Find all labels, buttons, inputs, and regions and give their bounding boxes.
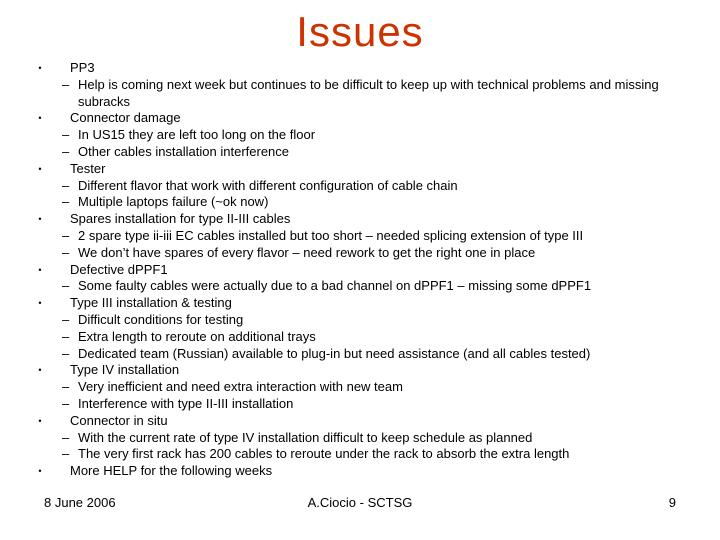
bullet-icon: • [38,415,42,426]
sub-item-text: Some faulty cables were actually due to a bad channel on dPPF1 – missing some dPPF1 [78,278,592,294]
sub-item-text: Dedicated team (Russian) available to plug-in but need assistance (and all cables tested) [78,345,591,361]
sub-item [62,429,694,447]
bullet-icon: • [38,466,42,477]
list-item [34,110,694,160]
dash-icon: – [62,328,70,344]
list-item [34,60,694,110]
dash-icon: – [62,345,70,361]
list-item-text: Type III installation & testing [70,295,232,311]
footer-author: A.Ciocio - SCTSG [307,495,413,510]
sub-item [62,244,694,262]
list-item-text: Connector in situ [70,412,168,428]
sub-item [62,177,694,195]
dash-icon: – [62,395,70,411]
list-item-text: Spares installation for type II-III cables [70,211,291,227]
sub-item [62,379,694,396]
list-item-text: Type IV installation [70,362,180,378]
dash-icon: – [62,227,70,243]
list-item [34,161,694,211]
list-item [34,295,694,362]
sub-item [62,395,694,413]
dash-icon: – [62,76,70,92]
sub-item-text: Difficult conditions for testing [78,311,244,327]
dash-icon: – [62,244,70,260]
bullet-icon: • [38,113,42,124]
dash-icon: – [62,311,70,327]
sub-item-text: Extra length to reroute on additional trays [78,328,316,344]
sub-item-text: Other cables installation interference [78,143,290,159]
list-item [34,211,694,261]
dash-icon: – [62,177,70,193]
sub-item [62,127,694,144]
list-item-text: Defective dPPF1 [70,261,168,277]
list-item-text: PP3 [70,60,95,75]
sub-item-text: We don’t have spares of every flavor – need rework to get the right one in place [78,244,536,260]
bullet-list [34,60,694,480]
sub-item-text: In US15 they are left too long on the floor [78,127,316,143]
footer-date: 8 June 2006 [44,495,116,510]
sub-item-text: Help is coming next week but continues to be difficult to keep up with technical problems and missing subracks [78,76,659,109]
list-item [34,262,694,296]
sub-item-text: Very inefficient and need extra interaction with new team [78,379,403,395]
sub-item [62,76,694,111]
sub-item [62,311,694,329]
list-item [34,413,694,463]
list-item-text: More HELP for the following weeks [70,463,273,479]
dash-icon: – [62,446,70,462]
sub-item [62,194,694,211]
sub-item [62,278,694,295]
slide-title: Issues [296,8,424,55]
sub-item-text: Different flavor that work with different configuration of cable chain [78,177,458,193]
list-item [34,362,694,412]
dash-icon: – [62,194,70,210]
footer-page-number: 9 [668,495,676,510]
bullet-icon: • [38,63,42,73]
bullet-icon: • [38,163,42,174]
bullet-icon: • [38,365,42,376]
list-item [34,463,694,480]
sub-item-text: The very first rack has 200 cables to reroute under the rack to absorb the extra length [78,446,570,462]
bullet-icon: • [38,264,42,275]
sub-item-text: 2 spare type ii-iii EC cables installed but too short – needed splicing extension of type III [78,227,584,243]
list-item-text: Connector damage [70,110,181,126]
sub-item-text: Multiple laptops failure (~ok now) [78,194,269,210]
list-item-text: Tester [70,160,106,176]
dash-icon: – [62,127,70,143]
sub-item [62,345,694,363]
sub-item-text: Interference with type II-III installation [78,395,294,411]
bullet-icon: • [38,214,42,225]
bullet-icon: • [38,298,42,309]
sub-item [62,227,694,245]
dash-icon: – [62,429,70,445]
dash-icon: – [62,278,70,294]
sub-item [62,446,694,463]
dash-icon: – [62,143,70,159]
dash-icon: – [62,379,70,395]
sub-item-text: With the current rate of type IV installation difficult to keep schedule as planned [78,429,533,445]
sub-item [62,143,694,161]
sub-item [62,328,694,346]
